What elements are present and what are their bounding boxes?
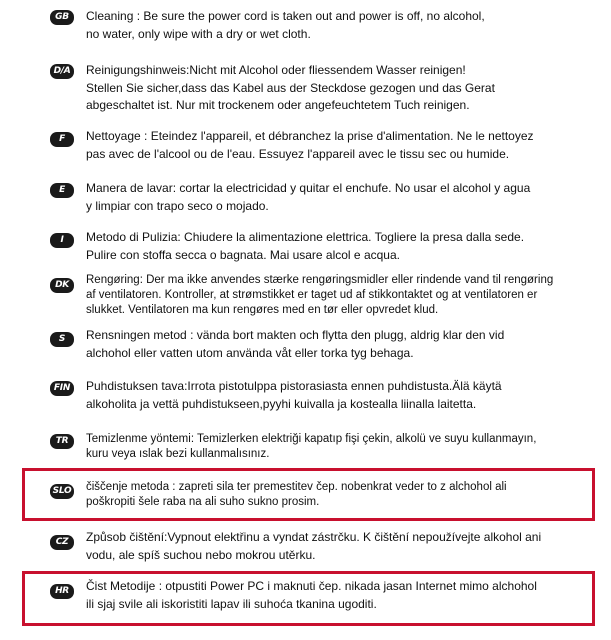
- instruction-text-cz: Způsob čištění:Vypnout elektřinu a vyndat zástrčku. K čištění nepoužívejte alkohol ani vodu, ale spíš suchou nebo mokrou utěrku.: [86, 530, 542, 562]
- instruction-text-da: Reinigungshinweis:Nicht mit Alcohol oder fliessendem Wasser reinigen! Stellen Sie sicher,dass das Kabel aus der Steckdose gezogen und das Gerat abgeschaltet ist. Nur mit trockenem oder angefeuchtetem Tuch reinigen.: [86, 63, 495, 112]
- language-badge-slo: SLO: [50, 484, 74, 499]
- language-badge-cz: CZ: [50, 535, 74, 550]
- instruction-text-tr: Temizlenme yöntemi: Temizlerken elektriği kapatıp fişi çekin, alkolü ve suyu kullanmayın, kuru veya ıslak bezi kullanmalısınız.: [86, 433, 537, 460]
- language-badge-i: I: [50, 233, 74, 248]
- instruction-text-slo: čiščenje metoda : zapreti sila ter premestitev čep. nobenkrat veder to z alchohol ali poškropiti šele raba na ali suho sukno prosim.: [86, 481, 507, 508]
- instruction-text-fin: Puhdistuksen tava:Irrota pistotulppa pistorasiasta ennen puhdistusta.Älä käytä alkoholita ja vettä puhdistukseen,pyyhi kuivalla ja kostealla liinalla laitetta.: [86, 379, 502, 411]
- language-badge-hr: HR: [50, 584, 74, 599]
- instruction-text-gb: Cleaning : Be sure the power cord is taken out and power is off, no alcohol, no water, only wipe with a dry or wet cloth.: [86, 9, 485, 41]
- instruction-text-e: Manera de lavar: cortar la electricidad y quitar el enchufe. No usar el alcohol y agua y limpiar con trapo seco o mojado.: [86, 181, 531, 213]
- instruction-text-f: Nettoyage : Eteindez l'appareil, et débranchez la prise d'alimentation. Ne le nettoyez pas avec de l'alcool ou de l'eau. Essuyez l'appareil avec le tissu sec ou humide.: [86, 129, 534, 161]
- language-badge-da: D/A: [50, 64, 74, 79]
- language-badge-fin: FIN: [50, 381, 74, 396]
- language-badge-dk: DK: [50, 278, 74, 293]
- language-badge-e: E: [50, 183, 74, 198]
- instruction-text-dk: Rengøring: Der ma ikke anvendes stærke rengøringsmidler eller rindende vand til rengøring af ventilatoren. Kontroller, at strømstikket er taget ud af stikkontaktet og at ventilatoren er slukket. Ventilatoren ma kun rengøres med en tør eller opvredet klud.: [86, 274, 554, 316]
- instruction-text-i: Metodo di Pulizia: Chiudere la alimentazione elettrica. Togliere la presa dalla sede. Pulire con stoffa secca o bagnata. Mai usare alcol e acqua.: [86, 230, 525, 262]
- language-badge-tr: TR: [50, 434, 74, 449]
- language-badge-f: F: [50, 132, 74, 147]
- language-badge-s: S: [50, 332, 74, 347]
- instruction-text-hr: Čist Metodije : otpustiti Power PC i maknuti čep. nikada jasan Internet mimo alchohol ili sjaj svile ali iskoristiti lapav ili suhoća tkanina ugoditi.: [86, 579, 537, 611]
- instruction-text-s: Rensningen metod : vända bort makten och flytta den plugg, aldrig klar den vid alchohol eller vatten utom använda våt eller torka tyg behaga.: [86, 328, 505, 360]
- language-badge-gb: GB: [50, 10, 74, 25]
